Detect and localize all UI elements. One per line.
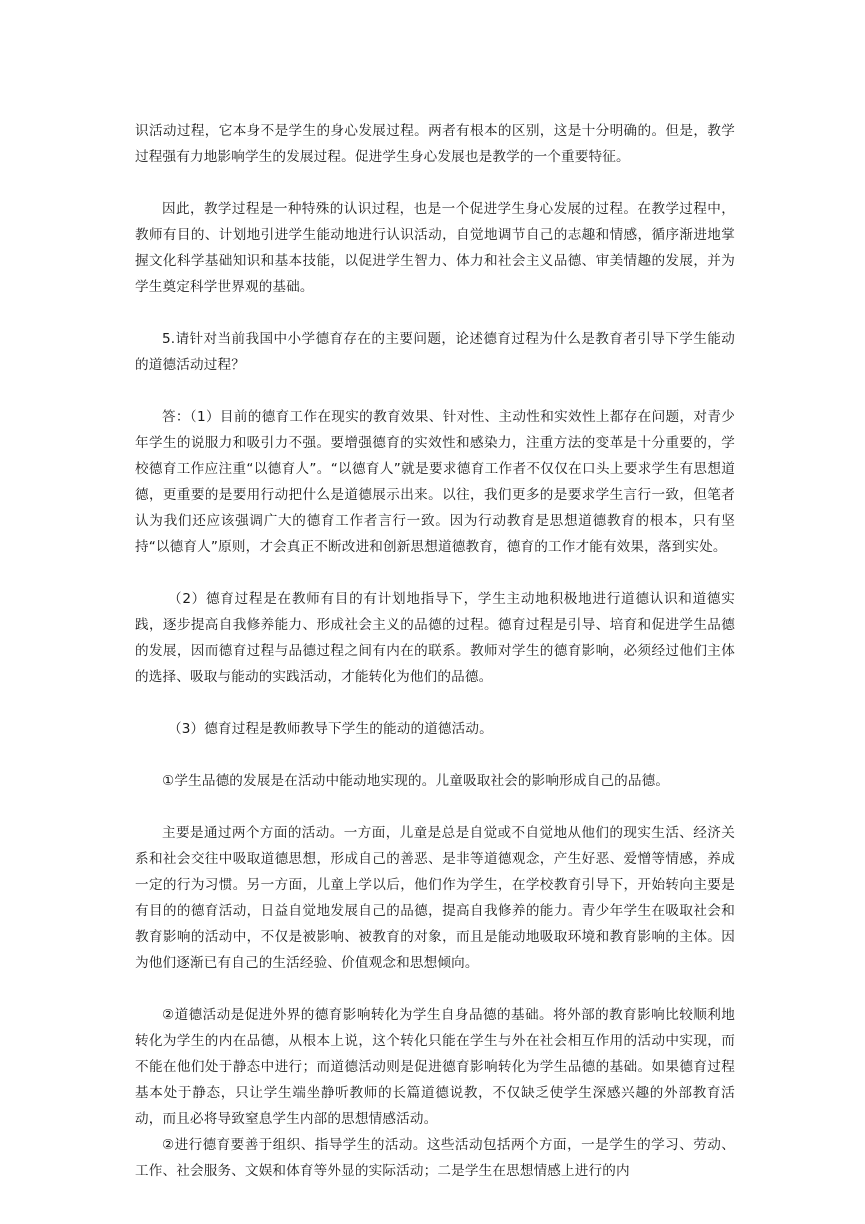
paragraph-teaching-process-continued: 识活动过程，它本身不是学生的身心发展过程。两者有根本的区别，这是十分明确的。但是，教学过程强有力地影响学生的发展过程。促进学生身心发展也是教学的一个重要特征。 bbox=[135, 123, 735, 165]
point-3-body: ②进行德育要善于组织、指导学生的活动。这些活动包括两个方面，一是学生的学习、劳动、工作、社会服务、文娱和体育等外显的实际活动；二是学生在思想情感上进行的内 bbox=[135, 1137, 735, 1179]
point-2-body: ②道德活动是促进外界的德育影响转化为学生自身品德的基础。将外部的教育影响比较顺利地转化为学生的内在品德，从根本上说，这个转化只能在学生与外在社会相互作用的活动中实现，而不能在他们处于静态中进行；而道德活动则是促进德育影响转化为学生品德的基础。如果德育过程基本处于静态，只让学生端坐静听教师的长篇道德说教，不仅缺乏使学生深感兴趣的外部教育活动，而且必将导致窒息学生内部的思想情感活动。 bbox=[135, 1007, 735, 1127]
answer-part-1: 答：（1）目前的德育工作在现实的教育效果、针对性、主动性和实效性上都存在问题，对青少年学生的说服力和吸引力不强。要增强德育的实效性和感染力，注重方法的变革是十分重要的，学校德育工作应注重“以德育人”。“以德育人”就是要求德育工作者不仅仅在口头上要求学生有思想道德，更重要的是要用行动把什么是道德展示出来。以往，我们更多的是要求学生言行一致，但笔者认为我们还应该强调广大的德育工作者言行一致。因为行动教育是思想道德教育的根本，只有坚持“以德育人”原则，才会真正不断改进和创新思想道德教育，德育的工作才能有效果，落到实处。 bbox=[135, 409, 735, 555]
point-1-heading: ①学生品德的发展是在活动中能动地实现的。儿童吸取社会的影响形成自己的品德。 bbox=[162, 773, 670, 789]
paragraph-teaching-process-summary: 因此，教学过程是一种特殊的认识过程，也是一个促进学生身心发展的过程。在教学过程中，教师有目的、计划地引进学生能动地进行认识活动，自觉地调节自己的志趣和情感，循序渐进地掌握文化科学基础知识和基本技能，以促进学生智力、体力和社会主义品德、审美情趣的发展，并为学生奠定科学世界观的基础。 bbox=[135, 201, 735, 295]
answer-part-3-heading: （3）德育过程是教师教导下学生的能动的道德活动。 bbox=[168, 721, 493, 737]
answer-part-2: （2）德育过程是在教师有目的有计划地指导下，学生主动地积极地进行道德认识和道德实践，逐步提高自我修养能力、形成社会主义的品德的过程。德育过程是引导、培育和促进学生品德的发展，因而德育过程与品德过程之间有内在的联系。教师对学生的德育影响，必须经过他们主体的选择、吸取与能动的实践活动，才能转化为他们的品德。 bbox=[135, 591, 735, 685]
point-1-body: 主要是通过两个方面的活动。一方面，儿童是总是自觉或不自觉地从他们的现实生活、经济关系和社会交往中吸取道德思想，形成自己的善恶、是非等道德观念，产生好恶、爱憎等情感，养成一定的行为习惯。另一方面，儿童上学以后，他们作为学生，在学校教育引导下，开始转向主要是有目的的德育活动，日益自觉地发展自己的品德，提高自我修养的能力。青少年学生在吸取社会和教育影响的活动中，不仅是被影响、被教育的对象，而且是能动地吸取环境和教育影响的主体。因为他们逐渐已有自己的生活经验、价值观念和思想倾向。 bbox=[135, 825, 735, 971]
question-5: 5.请针对当前我国中小学德育存在的主要问题，论述德育过程为什么是教育者引导下学生能动的道德活动过程？ bbox=[135, 331, 735, 373]
